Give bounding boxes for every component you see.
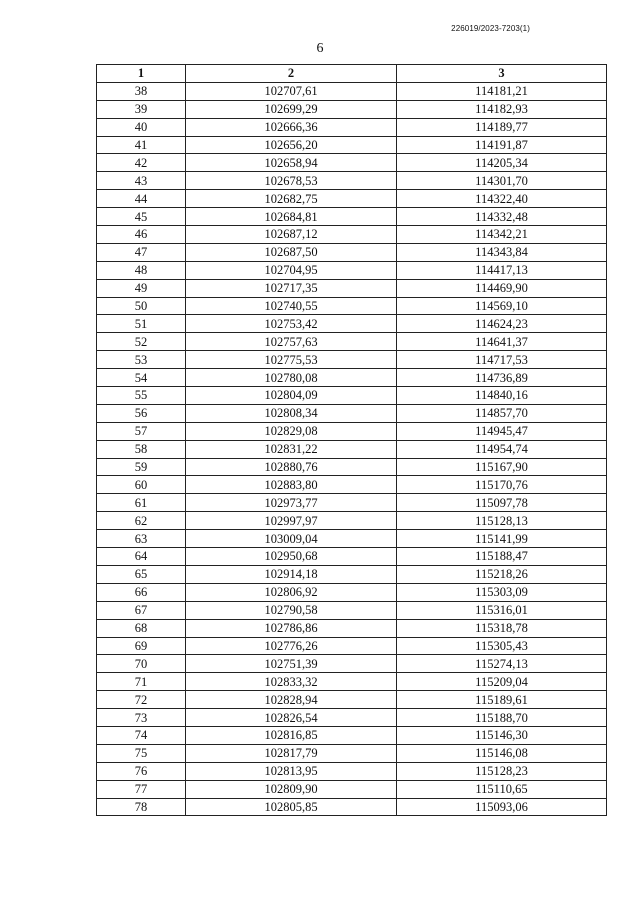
table-row bbox=[97, 440, 607, 458]
table-row bbox=[97, 261, 607, 279]
table-row bbox=[97, 315, 607, 333]
point-number-cell: 72 bbox=[97, 691, 186, 709]
coordinate-y-cell: 114191,87 bbox=[397, 136, 607, 154]
coordinate-x-cell: 102776,26 bbox=[186, 637, 397, 655]
coordinate-y-cell: 115141,99 bbox=[397, 530, 607, 548]
coordinate-x-cell: 102687,50 bbox=[186, 243, 397, 261]
table-row bbox=[97, 619, 607, 637]
coordinate-x-cell: 102707,61 bbox=[186, 82, 397, 100]
point-number-cell: 69 bbox=[97, 637, 186, 655]
coordinate-x-cell: 102780,08 bbox=[186, 369, 397, 387]
table-row bbox=[97, 351, 607, 369]
coordinate-x-cell: 102740,55 bbox=[186, 297, 397, 315]
coordinate-y-cell: 114343,84 bbox=[397, 243, 607, 261]
coordinate-x-cell: 102790,58 bbox=[186, 601, 397, 619]
coordinate-y-cell: 115209,04 bbox=[397, 673, 607, 691]
coordinate-x-cell: 102826,54 bbox=[186, 709, 397, 727]
point-number-cell: 68 bbox=[97, 619, 186, 637]
coordinate-y-cell: 115167,90 bbox=[397, 458, 607, 476]
coordinate-x-cell: 102806,92 bbox=[186, 583, 397, 601]
coordinate-y-cell: 114469,90 bbox=[397, 279, 607, 297]
table-row bbox=[97, 709, 607, 727]
point-number-cell: 55 bbox=[97, 387, 186, 405]
point-number-cell: 54 bbox=[97, 369, 186, 387]
coordinate-x-cell: 102804,09 bbox=[186, 387, 397, 405]
coordinate-y-cell: 114322,40 bbox=[397, 190, 607, 208]
coordinate-x-cell: 102658,94 bbox=[186, 154, 397, 172]
coordinate-x-cell: 102914,18 bbox=[186, 565, 397, 583]
column-header-1: 1 bbox=[97, 65, 186, 83]
table-row bbox=[97, 780, 607, 798]
table-row bbox=[97, 655, 607, 673]
column-header-2: 2 bbox=[186, 65, 397, 83]
coordinate-x-cell: 102775,53 bbox=[186, 351, 397, 369]
coordinate-x-cell: 102809,90 bbox=[186, 780, 397, 798]
coordinate-y-cell: 115274,13 bbox=[397, 655, 607, 673]
coordinate-y-cell: 115318,78 bbox=[397, 619, 607, 637]
table-row bbox=[97, 297, 607, 315]
point-number-cell: 60 bbox=[97, 476, 186, 494]
point-number-cell: 39 bbox=[97, 100, 186, 118]
coordinate-y-cell: 114301,70 bbox=[397, 172, 607, 190]
point-number-cell: 38 bbox=[97, 82, 186, 100]
coordinate-y-cell: 114182,93 bbox=[397, 100, 607, 118]
coordinate-x-cell: 102757,63 bbox=[186, 333, 397, 351]
coordinate-y-cell: 114717,53 bbox=[397, 351, 607, 369]
point-number-cell: 78 bbox=[97, 798, 186, 816]
point-number-cell: 49 bbox=[97, 279, 186, 297]
point-number-cell: 76 bbox=[97, 762, 186, 780]
table-row bbox=[97, 279, 607, 297]
point-number-cell: 44 bbox=[97, 190, 186, 208]
point-number-cell: 56 bbox=[97, 404, 186, 422]
coordinate-x-cell: 102699,29 bbox=[186, 100, 397, 118]
table-row bbox=[97, 172, 607, 190]
coordinate-y-cell: 115218,26 bbox=[397, 565, 607, 583]
table-row bbox=[97, 369, 607, 387]
coordinate-y-cell: 115188,47 bbox=[397, 548, 607, 566]
coordinate-x-cell: 102950,68 bbox=[186, 548, 397, 566]
table-row bbox=[97, 404, 607, 422]
coordinate-x-cell: 102813,95 bbox=[186, 762, 397, 780]
point-number-cell: 70 bbox=[97, 655, 186, 673]
table-row bbox=[97, 118, 607, 136]
coordinate-y-cell: 115170,76 bbox=[397, 476, 607, 494]
coordinate-x-cell: 102684,81 bbox=[186, 208, 397, 226]
coordinate-x-cell: 102751,39 bbox=[186, 655, 397, 673]
point-number-cell: 65 bbox=[97, 565, 186, 583]
coordinate-x-cell: 102682,75 bbox=[186, 190, 397, 208]
coordinate-x-cell: 102829,08 bbox=[186, 422, 397, 440]
point-number-cell: 59 bbox=[97, 458, 186, 476]
coordinate-y-cell: 114332,48 bbox=[397, 208, 607, 226]
table-row bbox=[97, 673, 607, 691]
table-row bbox=[97, 136, 607, 154]
column-header-3: 3 bbox=[397, 65, 607, 83]
point-number-cell: 53 bbox=[97, 351, 186, 369]
coordinate-y-cell: 114945,47 bbox=[397, 422, 607, 440]
point-number-cell: 48 bbox=[97, 261, 186, 279]
coordinate-x-cell: 102831,22 bbox=[186, 440, 397, 458]
point-number-cell: 42 bbox=[97, 154, 186, 172]
table-row bbox=[97, 762, 607, 780]
point-number-cell: 64 bbox=[97, 548, 186, 566]
table-row bbox=[97, 691, 607, 709]
table-row bbox=[97, 565, 607, 583]
coordinate-x-cell: 102973,77 bbox=[186, 494, 397, 512]
coordinate-y-cell: 115146,30 bbox=[397, 726, 607, 744]
coordinate-x-cell: 103009,04 bbox=[186, 530, 397, 548]
coordinates-table bbox=[96, 64, 607, 816]
coordinate-x-cell: 102805,85 bbox=[186, 798, 397, 816]
coordinate-x-cell: 102717,35 bbox=[186, 279, 397, 297]
point-number-cell: 51 bbox=[97, 315, 186, 333]
table-row bbox=[97, 100, 607, 118]
coordinate-y-cell: 114205,34 bbox=[397, 154, 607, 172]
coordinate-y-cell: 115189,61 bbox=[397, 691, 607, 709]
table-row bbox=[97, 548, 607, 566]
document-id: 226019/2023-7203(1) bbox=[451, 24, 530, 33]
coordinate-x-cell: 102808,34 bbox=[186, 404, 397, 422]
coordinate-x-cell: 102817,79 bbox=[186, 744, 397, 762]
table-row bbox=[97, 744, 607, 762]
coordinate-y-cell: 115316,01 bbox=[397, 601, 607, 619]
coordinate-x-cell: 102687,12 bbox=[186, 226, 397, 244]
coordinate-y-cell: 115305,43 bbox=[397, 637, 607, 655]
coordinate-y-cell: 115128,23 bbox=[397, 762, 607, 780]
coordinate-y-cell: 114840,16 bbox=[397, 387, 607, 405]
table-row bbox=[97, 190, 607, 208]
coordinate-y-cell: 114342,21 bbox=[397, 226, 607, 244]
point-number-cell: 75 bbox=[97, 744, 186, 762]
coordinate-y-cell: 114857,70 bbox=[397, 404, 607, 422]
table-row bbox=[97, 458, 607, 476]
coordinate-y-cell: 114569,10 bbox=[397, 297, 607, 315]
point-number-cell: 73 bbox=[97, 709, 186, 727]
point-number-cell: 67 bbox=[97, 601, 186, 619]
point-number-cell: 45 bbox=[97, 208, 186, 226]
coordinate-y-cell: 114189,77 bbox=[397, 118, 607, 136]
table-row bbox=[97, 798, 607, 816]
point-number-cell: 61 bbox=[97, 494, 186, 512]
coordinate-y-cell: 115303,09 bbox=[397, 583, 607, 601]
table-row bbox=[97, 243, 607, 261]
point-number-cell: 41 bbox=[97, 136, 186, 154]
coordinate-x-cell: 102997,97 bbox=[186, 512, 397, 530]
table-row bbox=[97, 387, 607, 405]
page-number: 6 bbox=[316, 41, 324, 56]
point-number-cell: 63 bbox=[97, 530, 186, 548]
coordinate-x-cell: 102883,80 bbox=[186, 476, 397, 494]
coordinate-x-cell: 102833,32 bbox=[186, 673, 397, 691]
table-row bbox=[97, 476, 607, 494]
table-header-row bbox=[97, 65, 607, 83]
table-row bbox=[97, 208, 607, 226]
table-row bbox=[97, 601, 607, 619]
coordinate-y-cell: 114417,13 bbox=[397, 261, 607, 279]
point-number-cell: 47 bbox=[97, 243, 186, 261]
table-row bbox=[97, 512, 607, 530]
table-row bbox=[97, 422, 607, 440]
table-row bbox=[97, 583, 607, 601]
table-row bbox=[97, 333, 607, 351]
coordinate-x-cell: 102666,36 bbox=[186, 118, 397, 136]
point-number-cell: 52 bbox=[97, 333, 186, 351]
point-number-cell: 43 bbox=[97, 172, 186, 190]
table-row bbox=[97, 82, 607, 100]
point-number-cell: 40 bbox=[97, 118, 186, 136]
coordinate-x-cell: 102816,85 bbox=[186, 726, 397, 744]
coordinate-y-cell: 114641,37 bbox=[397, 333, 607, 351]
table-row bbox=[97, 530, 607, 548]
coordinate-y-cell: 114954,74 bbox=[397, 440, 607, 458]
coordinate-y-cell: 115093,06 bbox=[397, 798, 607, 816]
point-number-cell: 66 bbox=[97, 583, 186, 601]
table-row bbox=[97, 226, 607, 244]
coordinate-x-cell: 102753,42 bbox=[186, 315, 397, 333]
coordinate-y-cell: 115128,13 bbox=[397, 512, 607, 530]
table-body bbox=[97, 82, 607, 816]
table-row bbox=[97, 494, 607, 512]
point-number-cell: 57 bbox=[97, 422, 186, 440]
point-number-cell: 58 bbox=[97, 440, 186, 458]
coordinate-x-cell: 102678,53 bbox=[186, 172, 397, 190]
coordinate-x-cell: 102828,94 bbox=[186, 691, 397, 709]
point-number-cell: 71 bbox=[97, 673, 186, 691]
coordinate-y-cell: 115146,08 bbox=[397, 744, 607, 762]
point-number-cell: 50 bbox=[97, 297, 186, 315]
coordinate-y-cell: 115110,65 bbox=[397, 780, 607, 798]
table-row bbox=[97, 637, 607, 655]
coordinate-x-cell: 102704,95 bbox=[186, 261, 397, 279]
coordinate-y-cell: 114736,89 bbox=[397, 369, 607, 387]
point-number-cell: 46 bbox=[97, 226, 186, 244]
table-row bbox=[97, 154, 607, 172]
point-number-cell: 77 bbox=[97, 780, 186, 798]
coordinate-x-cell: 102786,86 bbox=[186, 619, 397, 637]
coordinate-x-cell: 102880,76 bbox=[186, 458, 397, 476]
coordinate-y-cell: 115097,78 bbox=[397, 494, 607, 512]
point-number-cell: 62 bbox=[97, 512, 186, 530]
coordinate-x-cell: 102656,20 bbox=[186, 136, 397, 154]
coordinate-y-cell: 114181,21 bbox=[397, 82, 607, 100]
point-number-cell: 74 bbox=[97, 726, 186, 744]
table-row bbox=[97, 726, 607, 744]
coordinate-y-cell: 115188,70 bbox=[397, 709, 607, 727]
coordinate-y-cell: 114624,23 bbox=[397, 315, 607, 333]
